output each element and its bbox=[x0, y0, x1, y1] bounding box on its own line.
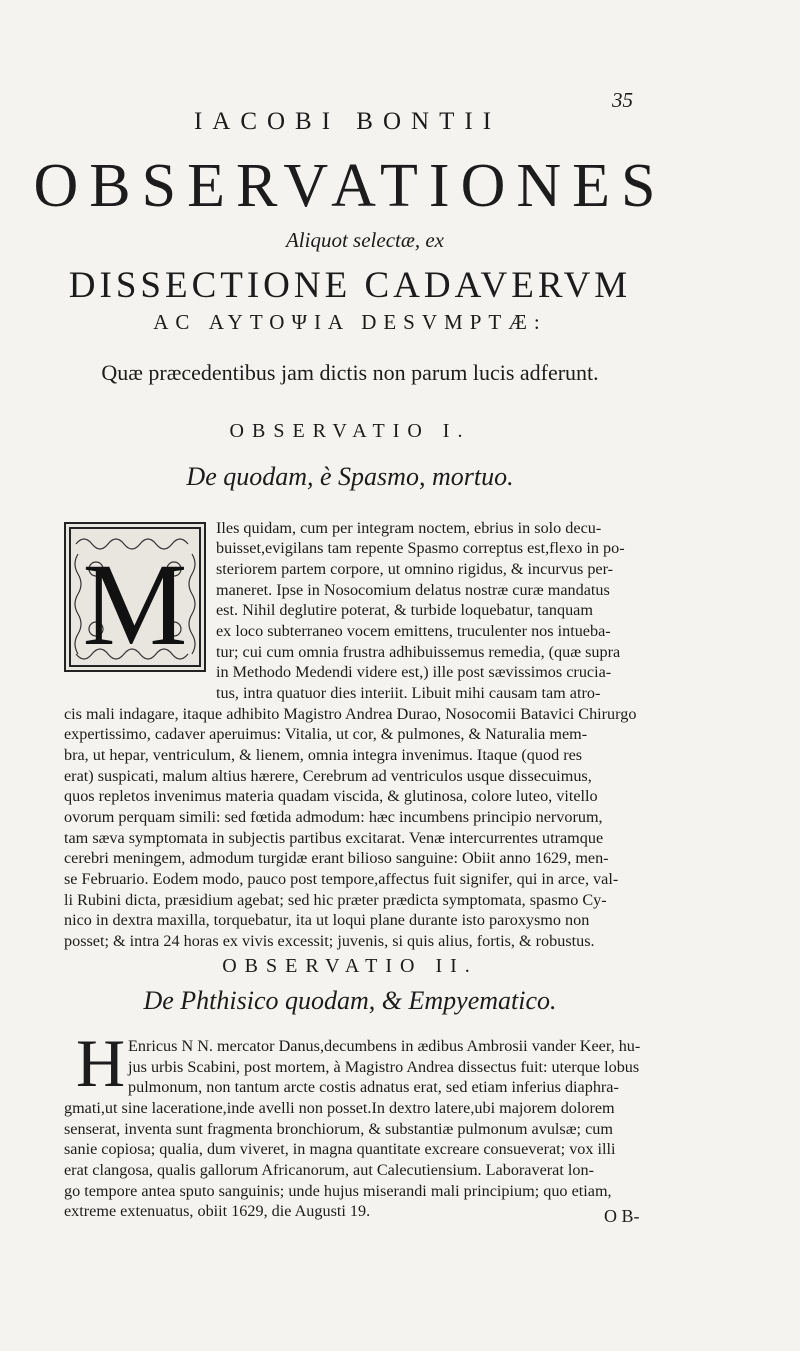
obs2-line-8: go tempore antea sputo sanguinis; unde hujus miserandi mali principium; quo etiam, bbox=[64, 1182, 612, 1200]
title-line-3: AC ΑΥΤΟΨΙΑ DESVMPTÆ: bbox=[153, 310, 547, 334]
obs1-line-21: posset; & intra 24 horas ex vivis excessit; juvenis, si quis alius, fortis, & robustus. bbox=[64, 932, 595, 950]
obs1-line-10: cis mali indagare, itaque adhibito Magistro Andrea Durao, Nosocomii Batavici Chirurgo bbox=[64, 705, 637, 723]
obs1-line-5: est. Nihil deglutire poterat, & turbide loquebatur, tanquam bbox=[216, 601, 593, 619]
obs1-line-7: tur; cui cum omnia frustra adhibuissemus remedia, (quæ supra bbox=[216, 643, 621, 661]
obs2-line-7: erat clangosa, qualis gallorum Africanorum, aut Calecutiensium. Laboraverat lon- bbox=[64, 1161, 594, 1179]
obs1-line-20: nico in dextra maxilla, torquebatur, ita ut loqui plane durante isto paroxysmo non bbox=[64, 911, 590, 929]
obs1-line-3: steriorem partem corpore, ut omnino rigidus, & incurvus per- bbox=[216, 560, 614, 578]
obs1-line-18: se Februario. Eodem modo, pauco post tempore,affectus fuit signifer, qui in arce, val- bbox=[64, 870, 619, 888]
obs2-line-2: jus urbis Scabini, post mortem, à Magistro Andrea dissectus fuit: uterque lobus bbox=[128, 1058, 640, 1076]
main-title: OBSERVATIONES bbox=[33, 152, 667, 220]
obs1-line-15: ovorum perquam simili: sed fœtida admodum: hæc incumbens principio nervorum, bbox=[64, 808, 603, 826]
obs1-line-4: maneret. Ipse in Nosocomium delatus nostræ curæ mandatus bbox=[216, 581, 610, 599]
drop-initial-h: H bbox=[76, 1025, 126, 1101]
decorated-initial-m bbox=[64, 522, 206, 672]
obs1-line-9: tus, intra quatuor dies interiit. Libuit mihi causam tam atro- bbox=[216, 684, 601, 702]
obs1-line-19: li Rubini dicta, præsidium agebat; sed hic præter prædicta symptomata, spasmo Cy- bbox=[64, 891, 607, 909]
page-number: 35 bbox=[612, 88, 633, 112]
catchword: O B- bbox=[604, 1206, 640, 1226]
obs1-line-14: quos repletos invenimus materia quadam viscida, & glutinosa, colore luteo, vitello bbox=[64, 787, 598, 805]
obs1-line-13: erat) suspicati, malum altius hærere, Cerebrum ad ventriculos usque dissecuimus, bbox=[64, 767, 592, 785]
obs1-line-6: ex loco subterraneo vocem emittens, truculenter nos intueba- bbox=[216, 622, 611, 640]
observation-1-heading: OBSERVATIO I. bbox=[229, 420, 471, 442]
obs2-line-6: sanie copiosa; qualia, dum viveret, in magna quantitate excreare consueverat; vox illi bbox=[64, 1140, 616, 1158]
obs2-line-4: gmati,ut sine laceratione,inde avelli non posset.In dextro latere,ubi majorem dolorem bbox=[64, 1099, 615, 1117]
obs2-line-3: pulmonum, non tantum arcte costis adnatus erat, sed etiam inferius diaphra- bbox=[128, 1078, 619, 1096]
subtitle-line: Aliquot selectæ, ex bbox=[285, 228, 445, 252]
author-line: IACOBI BONTII bbox=[193, 108, 502, 135]
observation-2-subtitle: De Phthisico quodam, & Empyematico. bbox=[143, 986, 557, 1015]
obs1-line-1: Iles quidam, cum per integram noctem, ebrius in solo decu- bbox=[216, 519, 602, 537]
obs2-line-1: Enricus N N. mercator Danus,decumbens in ædibus Ambrosii vander Keer, hu- bbox=[128, 1037, 641, 1055]
obs2-line-9: extreme extenuatus, obiit 1629, die Augusti 19. bbox=[64, 1202, 371, 1220]
title-note: Quæ præcedentibus jam dictis non parum lucis adferunt. bbox=[101, 360, 599, 385]
observation-2-heading: OBSERVATIO II. bbox=[222, 955, 478, 977]
obs1-line-8: in Methodo Medendi videre est,) ille post sævissimos crucia- bbox=[216, 663, 612, 681]
obs1-line-17: cerebri meningem, admodum turgidæ erant bilioso sanguine: Obiit anno 1629, men- bbox=[64, 849, 609, 867]
obs2-line-5: senserat, inventa sunt fragmenta bronchiorum, & substantiæ pulmonum avulsæ; cum bbox=[64, 1120, 613, 1138]
obs1-line-16: tam sæva symptomata in subjectis partibus excitarat. Venæ intercurrentes utramque bbox=[64, 829, 604, 847]
observation-1-subtitle: De quodam, è Spasmo, mortuo. bbox=[186, 462, 514, 491]
obs1-line-2: buisset,evigilans tam repente Spasmo correptus est,flexo in po- bbox=[216, 539, 625, 557]
title-line-2: DISSECTIONE CADAVERVM bbox=[68, 265, 632, 306]
woodcut-initial-icon bbox=[66, 524, 204, 670]
obs1-line-11: expertissimo, cadaver aperuimus: Vitalia, ut cor, & pulmones, & Naturalia mem- bbox=[64, 725, 588, 743]
svg-text:M: M bbox=[82, 539, 188, 670]
obs1-line-12: bra, ut hepar, ventriculum, & lienem, omnia integra invenimus. Itaque (quod res bbox=[64, 746, 583, 764]
